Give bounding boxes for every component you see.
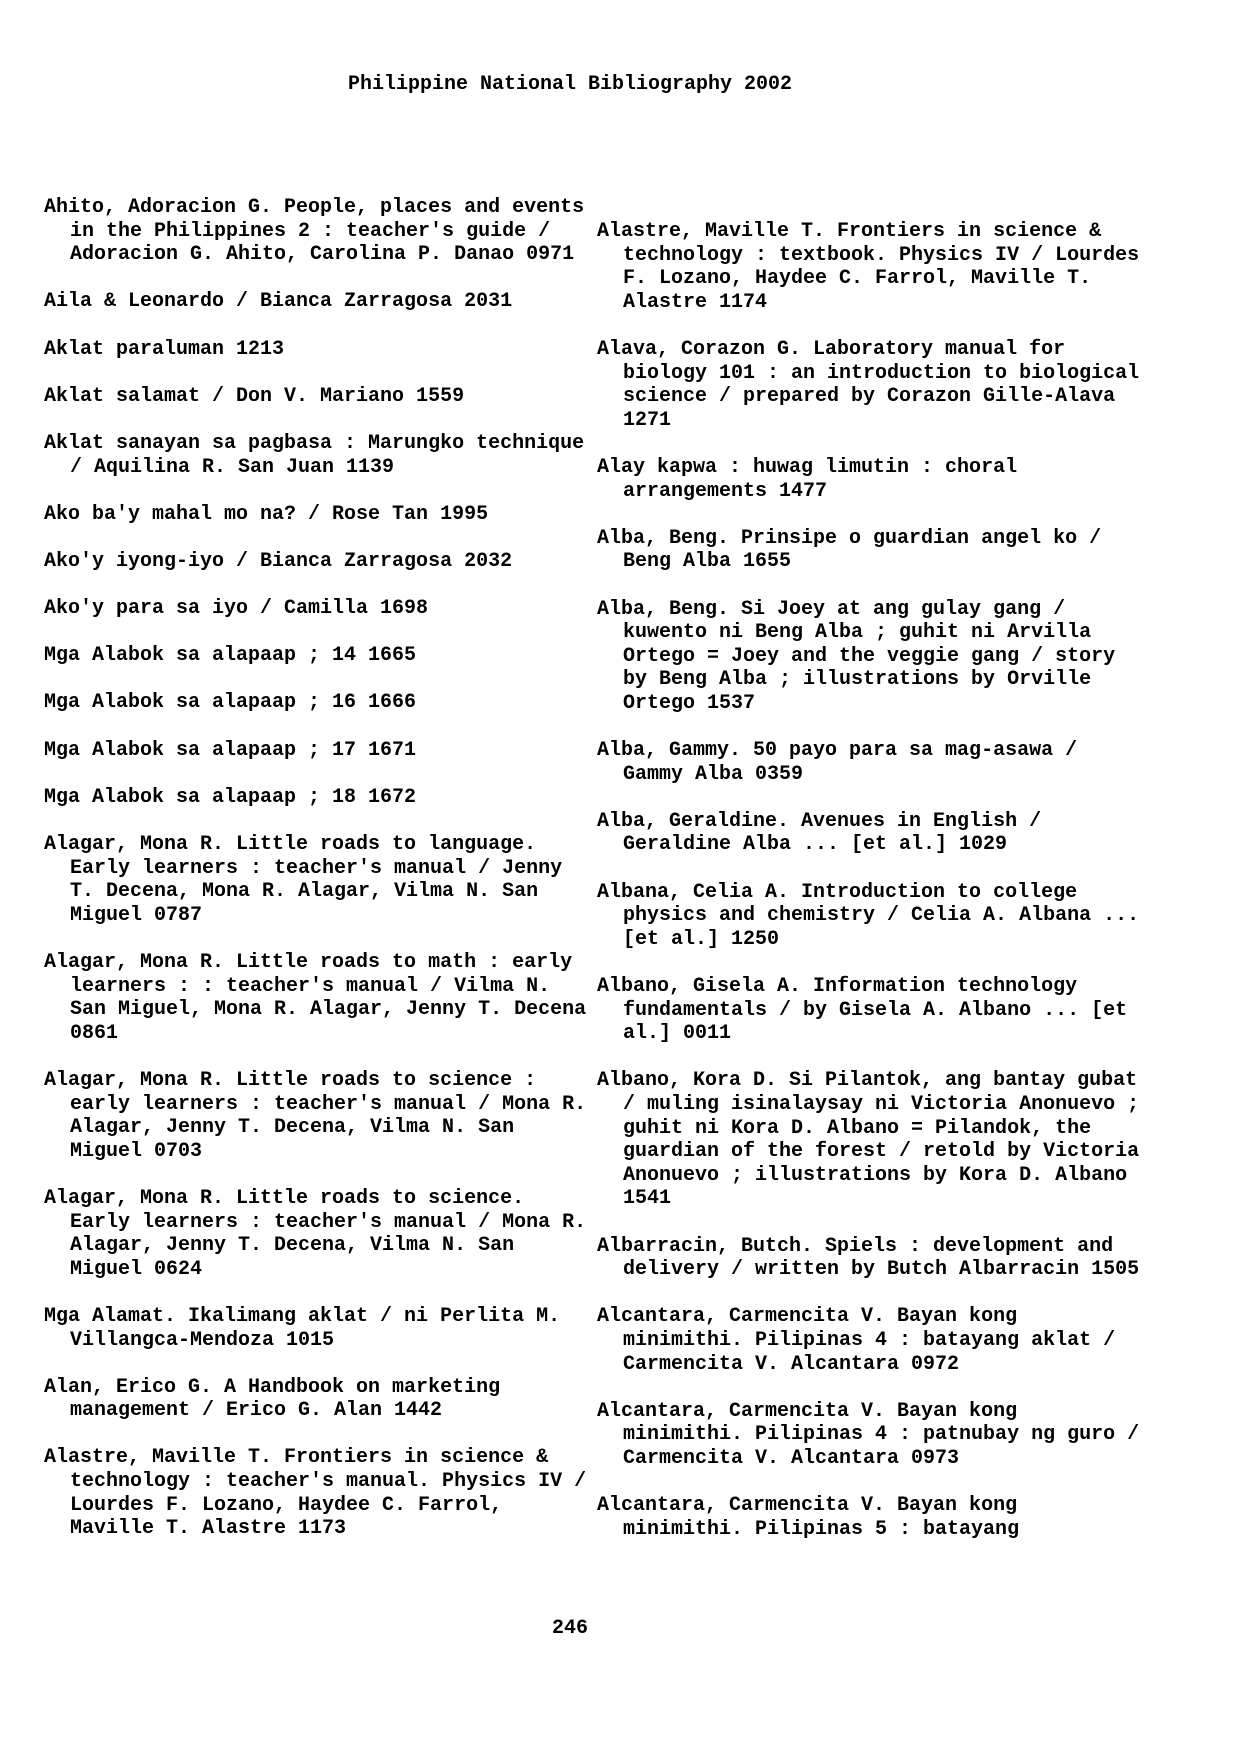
bibliography-entry: Alcantara, Carmencita V. Bayan kong minimithi. Pilipinas 5 : batayang	[597, 1494, 1030, 1541]
bibliography-entry: Alan, Erico G. A Handbook on marketing management / Erico G. Alan 1442	[44, 1375, 513, 1423]
bibliography-entry: Albano, Gisela A. Information technology fundamentals / by Gisela A. Albano ... [et al.] 0011	[597, 975, 1140, 1046]
bibliography-entry: Ahito, Adoracion G. People, places and events in the Philippines 2 : teacher's guide / Adoracion G. Ahito, Carolina P. Danao 0971	[44, 196, 597, 267]
bibliography-entry: Ako ba'y mahal mo na? / Rose Tan 1995	[44, 502, 489, 526]
bibliography-entry: Alba, Beng. Si Joey at ang gulay gang / kuwento ni Beng Alba ; guhit ni Arvilla Ortego = Joey and the veggie gang / story by Beng Alba ; illustrations by Orville Ortego 1537	[597, 597, 1128, 715]
page-title: Philippine National Bibliography 2002	[347, 73, 793, 96]
bibliography-entry: Alava, Corazon G. Laboratory manual for biology 101 : an introduction to biological science / prepared by Corazon Gille-Alava 1271	[597, 337, 1152, 432]
bibliography-entry: Mga Alabok sa alapaap ; 18 1672	[44, 785, 417, 809]
bibliography-entry: Albarracin, Butch. Spiels : development and delivery / written by Butch Albarracin 1505	[597, 1234, 1140, 1282]
bibliography-entry: Ako'y para sa iyo / Camilla 1698	[44, 597, 429, 621]
bibliography-entry: Mga Alabok sa alapaap ; 14 1665	[44, 644, 417, 668]
bibliography-entry: Alba, Beng. Prinsipe o guardian angel ko / Beng Alba 1655	[597, 526, 1114, 574]
bibliography-entry: Albana, Celia A. Introduction to college physics and chemistry / Celia A. Albana ... [et al.] 1250	[597, 880, 1152, 951]
bibliography-entry: Alba, Geraldine. Avenues in English / Geraldine Alba ... [et al.] 1029	[597, 809, 1054, 857]
bibliography-entry: Mga Alamat. Ikalimang aklat / ni Perlita M. Villangca-Mendoza 1015	[44, 1304, 573, 1352]
page-number: 246	[551, 1617, 588, 1640]
bibliography-entry: Aklat sanayan sa pagbasa : Marungko technique / Aquilina R. San Juan 1139	[44, 431, 597, 479]
bibliography-entry: Alagar, Mona R. Little roads to math : early learners : : teacher's manual / Vilma N. San Miguel, Mona R. Alagar, Jenny T. Decena 0861	[44, 951, 599, 1045]
left-column	[44, 196, 599, 1564]
bibliography-entry: Alagar, Mona R. Little roads to language. Early learners : teacher's manual / Jenny T. Decena, Mona R. Alagar, Vilma N. San Miguel 0787	[44, 833, 575, 927]
bibliography-entry: Ako'y iyong-iyo / Bianca Zarragosa 2032	[44, 549, 513, 573]
bibliography-entry: Alagar, Mona R. Little roads to science : early learners : teacher's manual / Mona R. Alagar, Jenny T. Decena, Vilma N. San Miguel 0703	[44, 1068, 599, 1163]
bibliography-entry: Alagar, Mona R. Little roads to science. Early learners : teacher's manual / Mona R. Alagar, Jenny T. Decena, Vilma N. San Miguel 0624	[44, 1186, 599, 1281]
bibliography-entry: Mga Alabok sa alapaap ; 16 1666	[44, 691, 417, 715]
bibliography-entry: Aila & Leonardo / Bianca Zarragosa 2031	[44, 290, 513, 314]
bibliography-entry: Alastre, Maville T. Frontiers in science & technology : textbook. Physics IV / Lourdes F. Lozano, Haydee C. Farrol, Maville T. Alastre 1174	[597, 220, 1152, 314]
bibliography-entry: Mga Alabok sa alapaap ; 17 1671	[44, 738, 417, 762]
right-column	[597, 220, 1152, 1565]
bibliography-entry: Alcantara, Carmencita V. Bayan kong minimithi. Pilipinas 4 : patnubay ng guro / Carmencita V. Alcantara 0973	[597, 1399, 1152, 1470]
bibliography-entry: Alba, Gammy. 50 payo para sa mag-asawa / Gammy Alba 0359	[597, 739, 1090, 786]
bibliography-entry: Aklat salamat / Don V. Mariano 1559	[44, 384, 465, 408]
bibliography-entry: Alcantara, Carmencita V. Bayan kong minimithi. Pilipinas 4 : batayang aklat / Carmencita V. Alcantara 0972	[597, 1305, 1128, 1376]
bibliography-entry: Aklat paraluman 1213	[44, 337, 285, 361]
bibliography-entry: Alay kapwa : huwag limutin : choral arrangements 1477	[597, 455, 1030, 503]
bibliography-entry: Alastre, Maville T. Frontiers in science & technology : teacher's manual. Physics IV / Lourdes F. Lozano, Haydee C. Farrol, Maville T. Alastre 1173	[44, 1446, 599, 1541]
bibliography-entry: Albano, Kora D. Si Pilantok, ang bantay gubat / muling isinalaysay ni Victoria Anonuevo ; guhit ni Kora D. Albano = Pilandok, the guardian of the forest / retold by Victoria Anonuevo ; illustrations by Kora D. Albano 1541	[597, 1069, 1152, 1211]
